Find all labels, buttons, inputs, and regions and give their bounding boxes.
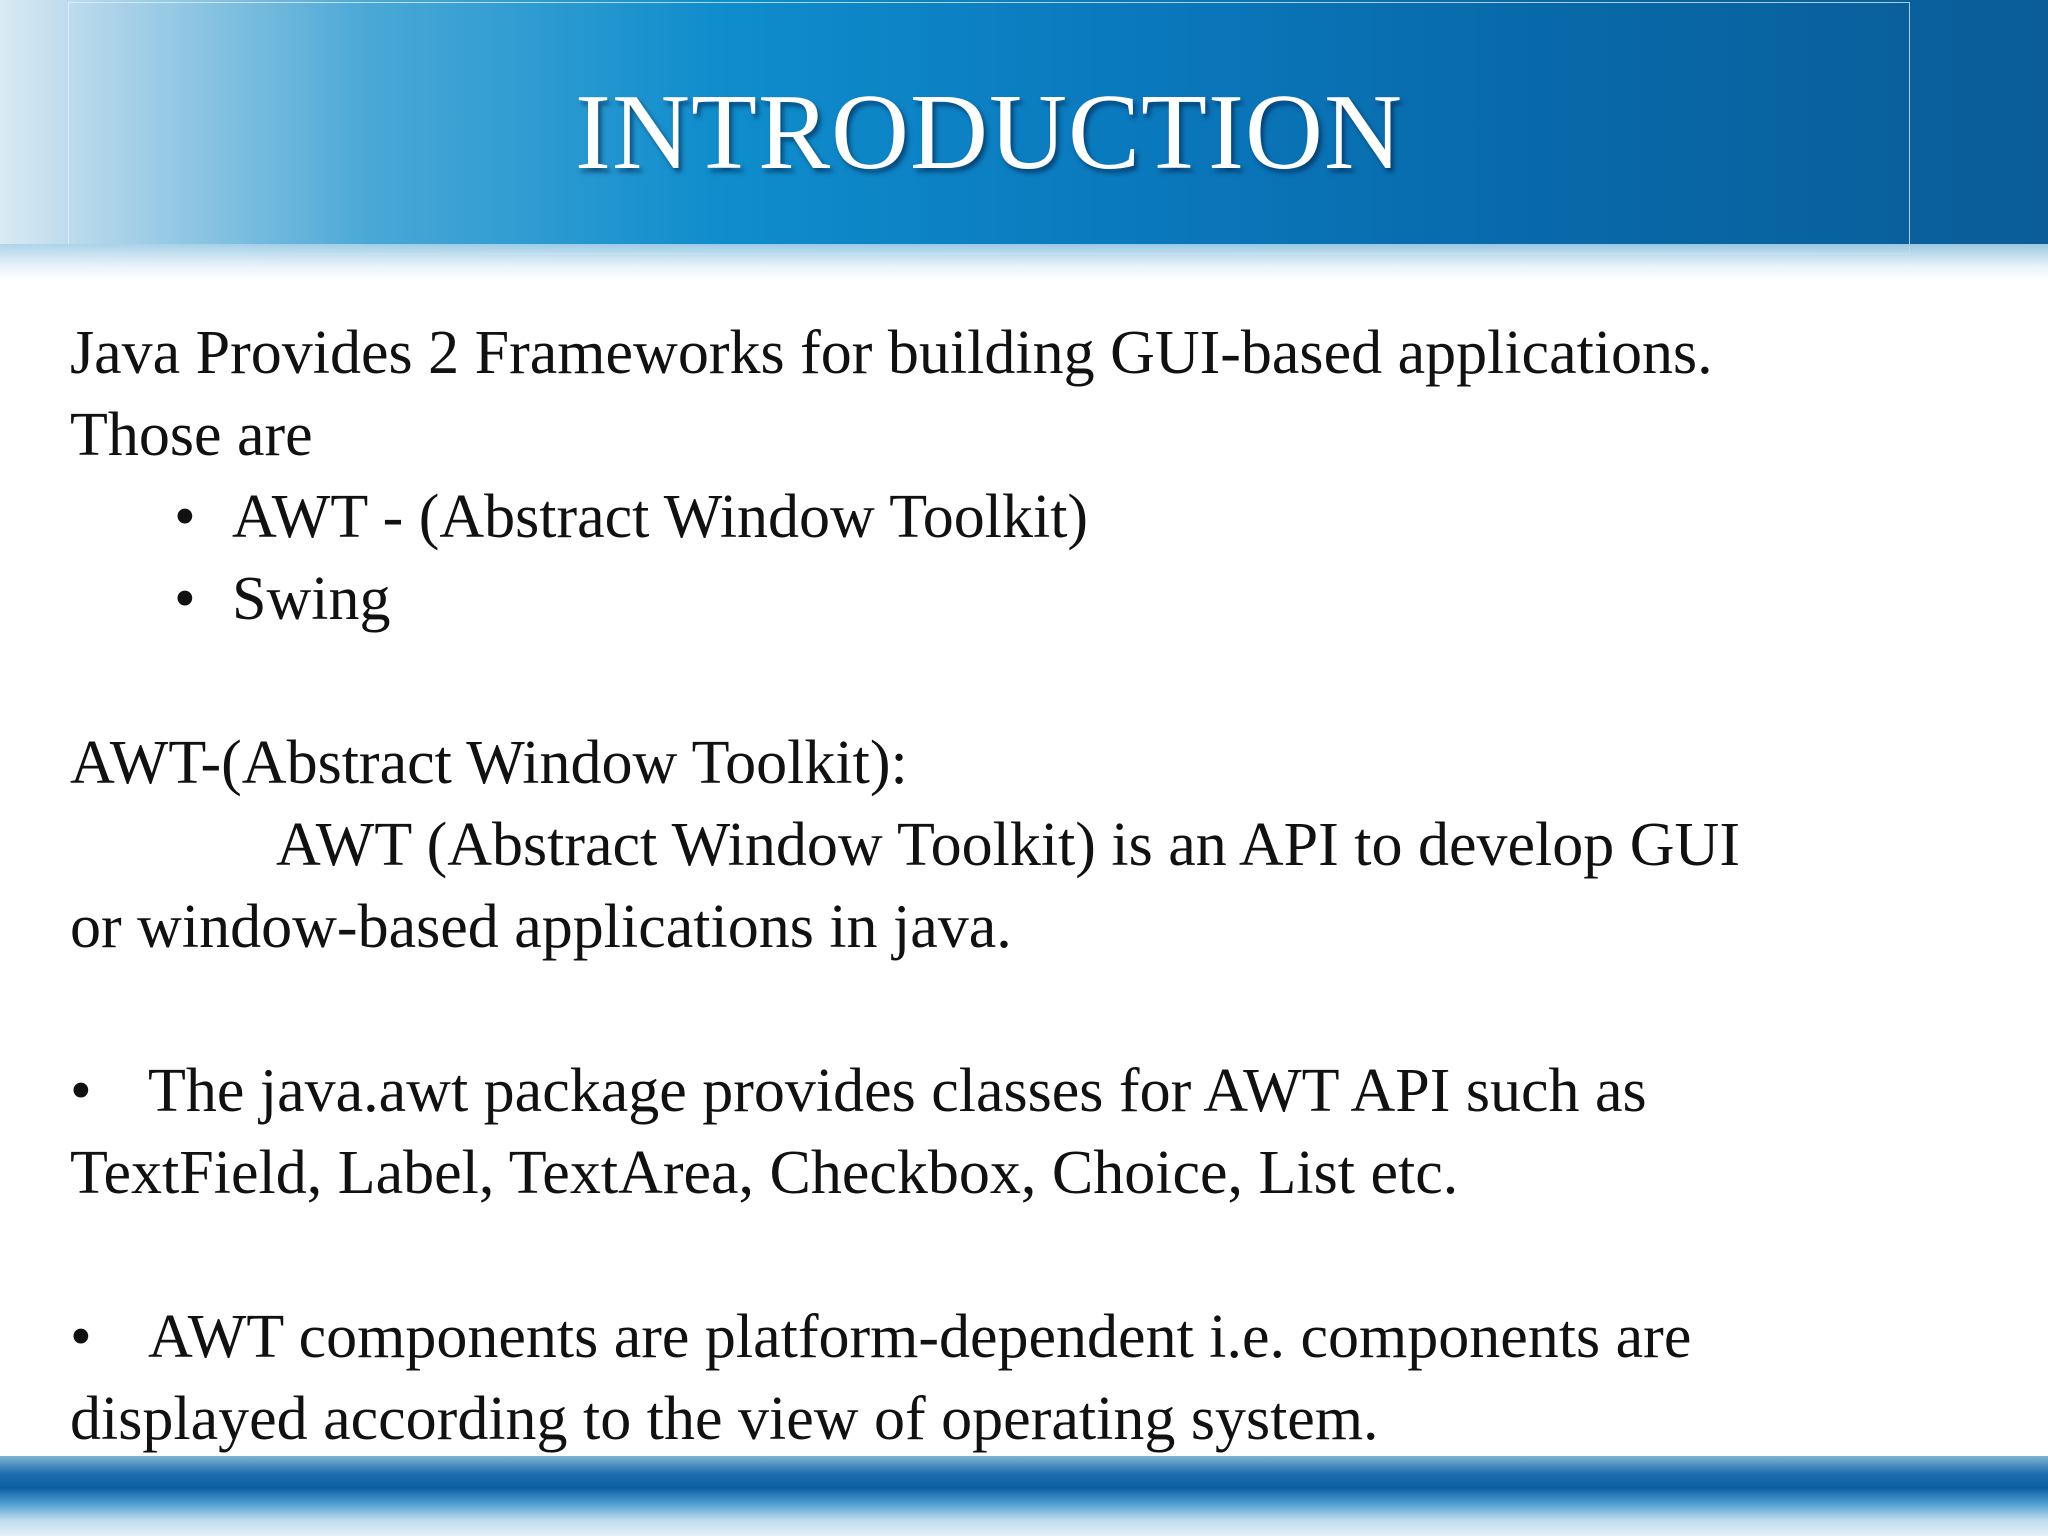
title-frame <box>68 2 1910 254</box>
slide-content <box>70 312 1970 1460</box>
awt-description-line-1: AWT (Abstract Window Toolkit) is an API to develop GUI <box>276 811 1740 879</box>
point-1-line-1 <box>70 1050 1970 1132</box>
point-2-line-2: displayed according to the view of operating system. <box>70 1385 1379 1453</box>
intro-line-1: Java Provides 2 Frameworks for building GUI-based applications. <box>70 319 1713 387</box>
slide-title: INTRODUCTION <box>575 73 1403 192</box>
bullet-icon: • <box>70 1057 92 1125</box>
bullet-icon: • <box>174 565 196 633</box>
footer-band <box>0 1456 2048 1536</box>
framework-label: AWT - (Abstract Window Toolkit) <box>232 483 1089 551</box>
awt-heading: AWT-(Abstract Window Toolkit): <box>70 729 908 797</box>
point-text: AWT components are platform-dependent i.e. components are <box>148 1303 1692 1371</box>
point-2-line-1 <box>70 1296 1970 1378</box>
framework-label: Swing <box>232 565 391 633</box>
bullet-icon: • <box>174 483 196 551</box>
framework-item-swing <box>70 558 1970 640</box>
point-text: The java.awt package provides classes for AWT API such as <box>148 1057 1647 1125</box>
bullet-icon: • <box>70 1303 92 1371</box>
point-1-line-2: TextField, Label, TextArea, Checkbox, Choice, List etc. <box>70 1139 1459 1207</box>
intro-line-2: Those are <box>70 401 313 469</box>
framework-item-awt <box>70 476 1970 558</box>
header-banner <box>0 0 2048 280</box>
awt-description-line-2: or window-based applications in java. <box>70 893 1012 961</box>
